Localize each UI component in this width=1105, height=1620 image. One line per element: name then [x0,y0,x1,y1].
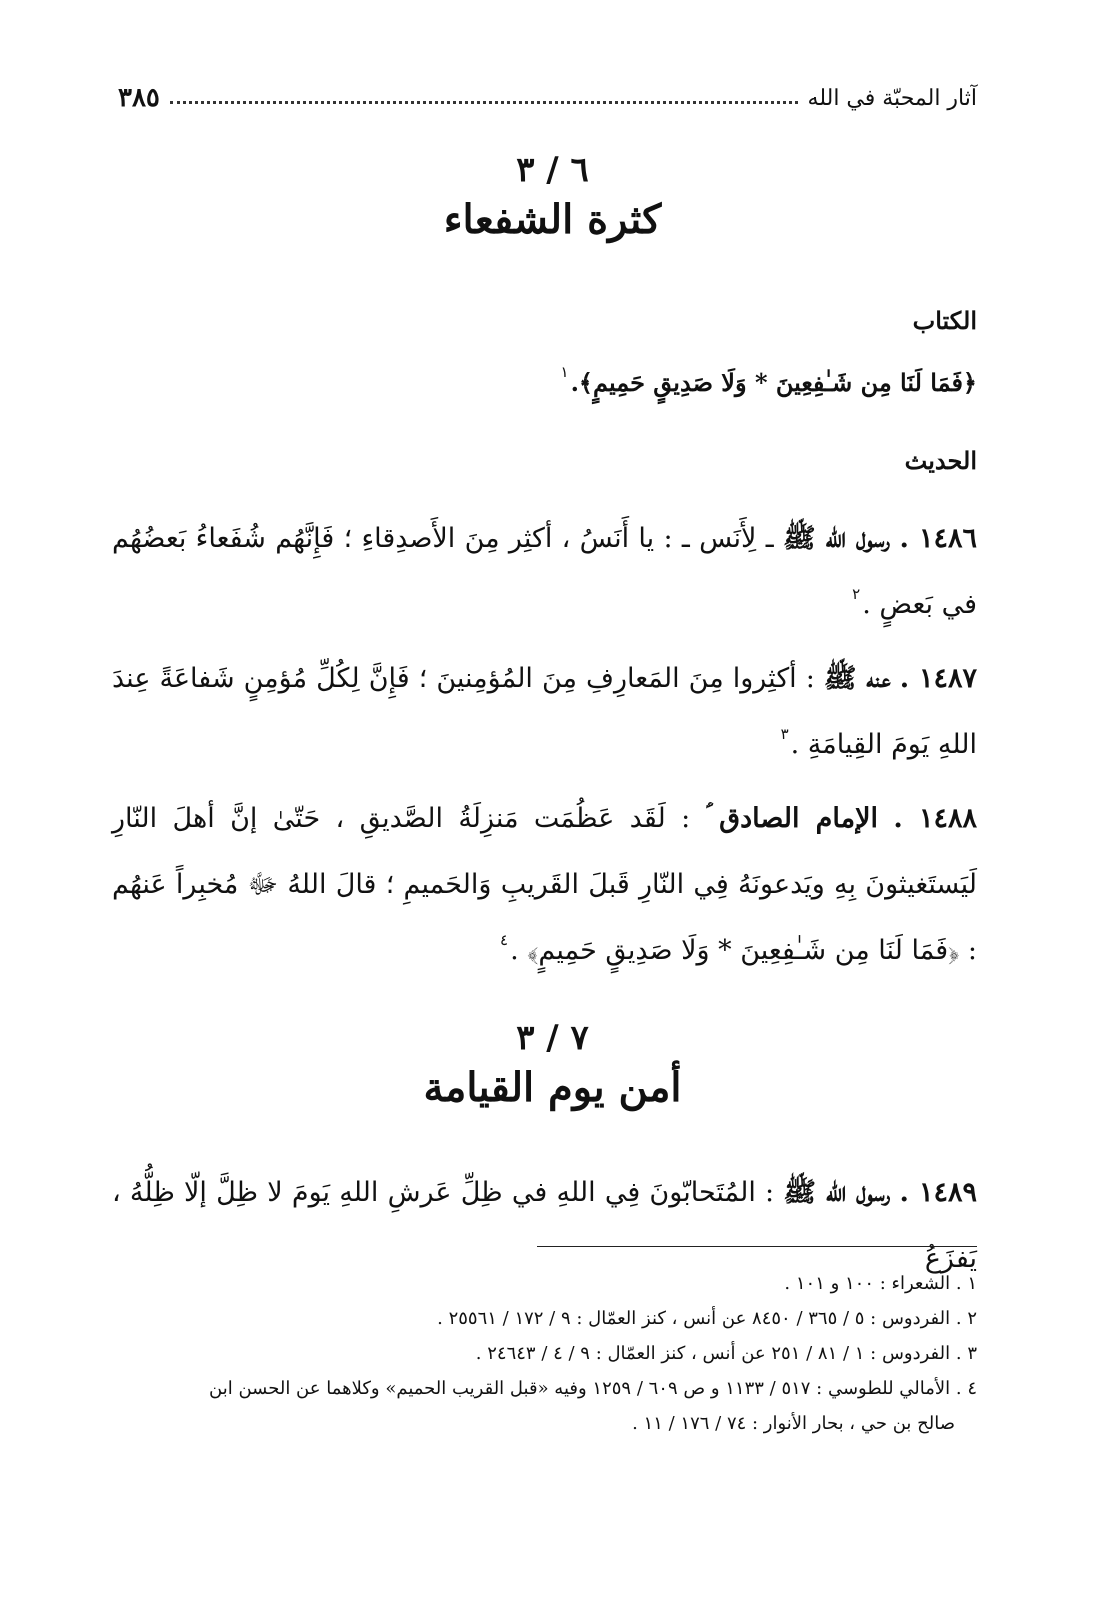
section-number: ٧ / ٣ [516,1018,589,1058]
hadith-narrator: رسول الله ﷺ [782,523,891,554]
hadith-1488 [112,786,977,987]
footnote-4-continuation: صالح بن حي ، بحار الأنوار : ٧٤ / ١٧٦ / ١١ . [632,1413,955,1434]
footnotes [112,1266,977,1441]
hadith-narrator: عنه ﷺ [823,663,891,694]
footnote-2: ٢ . الفردوس : ٥ / ٣٦٥ / ٨٤٥٠ عن أنس ، كنز العمّال : ٩ / ١٧٢ / ٢٥٥٦١ . [437,1308,977,1329]
hadith-number: ١٤٨٦ . [899,523,977,554]
section-number: ٦ / ٣ [516,150,589,190]
hadith-number: ١٤٨٧ . [899,663,977,694]
hadith-label: الحديث [904,446,977,475]
hadith-number: ١٤٨٩ . [899,1177,977,1208]
hadith-text: : أكثِروا مِنَ المَعارِفِ مِنَ المُؤمِنينَ ؛ فَإِنَّ لِكُلِّ مُؤمِنٍ شَفاعَةً عِندَ اللهِ يَومَ القِيامَةِ . [112,663,977,760]
footnote-ref: ٢ [852,585,861,603]
book-label-block [112,306,977,335]
hadith-1486 [112,506,977,641]
quran-verse-block [112,363,977,397]
book-label: الكتاب [912,306,977,335]
hadith-label-block [112,446,977,475]
leader-dots [170,101,798,104]
hadith-narrator: الإمام الصادق ؑ [705,803,878,834]
footnote-1: ١ . الشعراء : ١٠٠ و ١٠١ . [784,1273,977,1294]
section-heading-1 [0,150,1105,243]
section-title: أمن يوم القيامة [423,1064,682,1111]
hadith-text: : لَقَد عَظُمَت مَنزِلَةُ الصَّديقِ ، حَتّىٰ إنَّ أهلَ النّارِ لَيَستَغيثونَ بِهِ ويَدعونَهُ فِي النّارِ قَبلَ القَريبِ وَالحَميمِ ؛ قالَ اللهُ ﷻ مُخبِراً عَنهُم : ﴿فَمَا لَنَا مِن شَـٰفِعِينَ * وَلَا صَدِيقٍ حَمِيمٍ﴾ . [112,803,977,966]
hadith-number: ١٤٨٨ . [893,803,977,834]
hadith-1487 [112,646,977,781]
footnote-4: ٤ . الأمالي للطوسي : ٥١٧ / ١١٣٣ و ص ٦٠٩ / ١٢٥٩ وفيه «قبل القريب الحميم» وكلاهما عن الحسن ابن [209,1378,977,1399]
quran-verse: ﴿فَمَا لَنَا مِن شَـٰفِعِينَ * وَلَا صَدِيقٍ حَمِيمٍ﴾. [570,368,977,397]
footnote-divider [537,1246,977,1247]
footnote-ref: ٤ [500,931,509,949]
running-header [118,78,977,118]
footnote-3: ٣ . الفردوس : ١ / ٨١ / ٢٥١ عن أنس ، كنز العمّال : ٩ / ٤ / ٢٤٦٤٣ . [475,1343,977,1364]
hadith-text: : المُتَحابّونَ فِي اللهِ في ظِلِّ عَرشِ اللهِ يَومَ لا ظِلَّ إلّا ظِلُّهُ ، يَفزَعُ [112,1177,977,1274]
footnote-ref: ١ [560,363,569,381]
page-number: ٣٨٥ [118,83,160,113]
hadith-narrator: رسول الله ﷺ [783,1177,891,1208]
hadith-text: ـ لِأَنَس ـ : يا أَنَسُ ، أكثِر مِنَ الأَصدِقاءِ ؛ فَإِنَّهُم شُفَعاءُ بَعضُهُم في بَعضٍ . [112,523,977,620]
running-title: آثار المحبّة في الله [807,85,977,111]
section-heading-2 [0,1018,1105,1111]
footnote-ref: ٣ [780,725,789,743]
section-title: كثرة الشفعاء [443,196,662,243]
